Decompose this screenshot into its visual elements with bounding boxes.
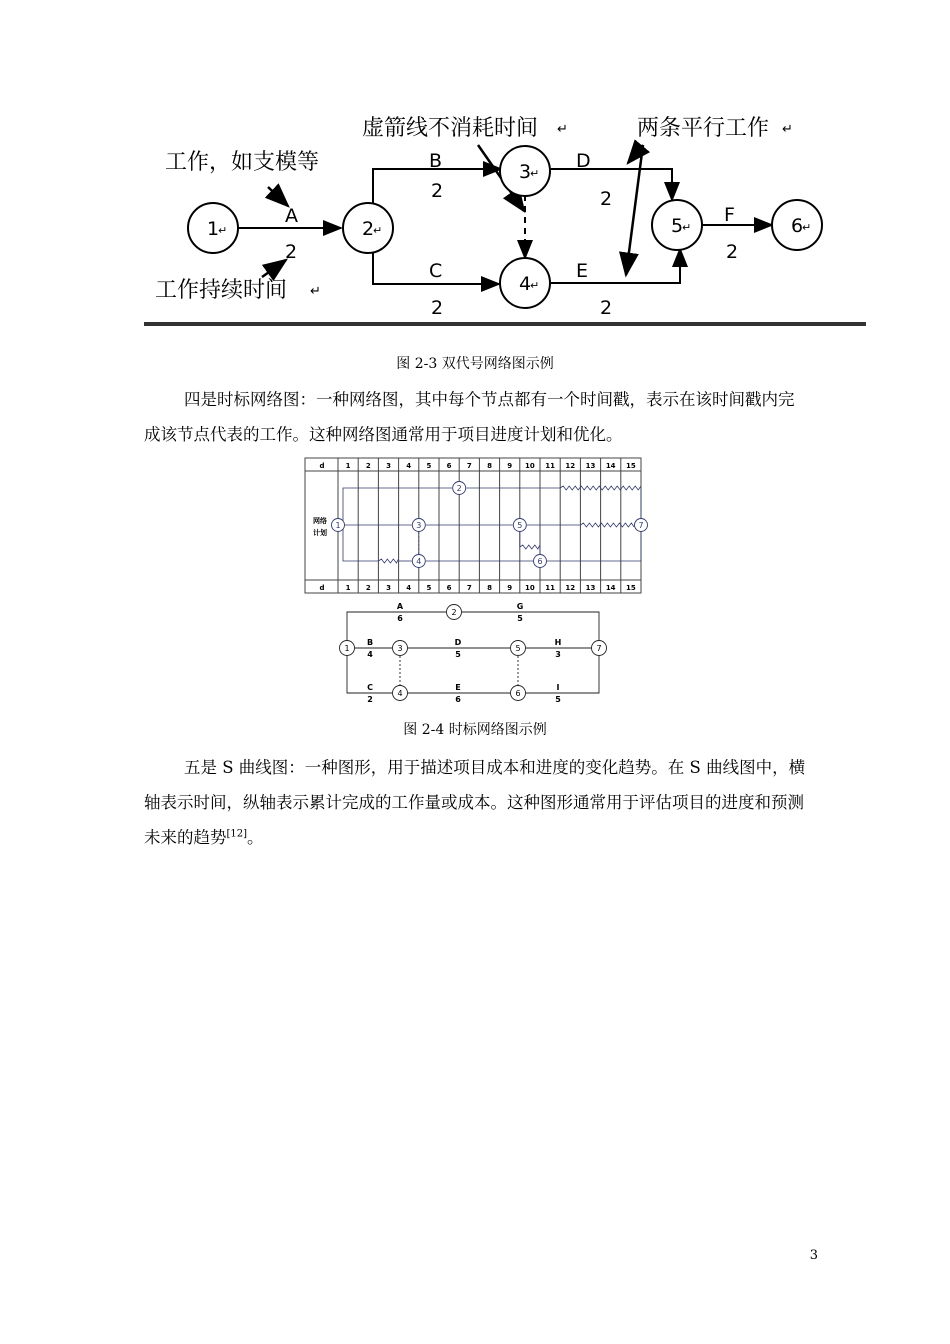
return-mark: ↵ [218, 224, 228, 237]
return-mark: ↵ [373, 224, 383, 237]
callout-arrow [262, 260, 286, 277]
free-float-wave [378, 559, 398, 563]
activity-duration: 5 [555, 695, 561, 702]
ts-node-label: 4 [416, 557, 422, 566]
activity-duration: 2 [600, 188, 613, 210]
grid-header-cell: 15 [626, 584, 636, 592]
activity-label: I [556, 683, 560, 692]
activity-duration: 4 [367, 650, 373, 659]
activity-label: D [454, 638, 462, 647]
activity-label: C [429, 260, 443, 282]
ts-node-label: 1 [335, 521, 341, 530]
return-mark: ↵ [310, 284, 321, 299]
activity-duration: 6 [397, 614, 403, 623]
figure-caption-2-3: 图 2-3 双代号网络图示例 [396, 356, 554, 372]
node-label: 3 [397, 644, 403, 653]
grid-header-cell: 7 [466, 584, 472, 592]
grid-header-cell: 15 [626, 462, 636, 470]
double-code-network-diagram [140, 105, 870, 330]
free-float-wave [580, 523, 634, 527]
callout-dummy-arrow: 虚箭线不消耗时间 [362, 116, 539, 141]
callout-arrow [626, 145, 643, 275]
grid-header-cell: 8 [487, 584, 492, 592]
node-label: 6 [791, 215, 804, 237]
grid-header-cell: 9 [507, 462, 513, 470]
grid-header-cell: 3 [386, 584, 391, 592]
node-label: 5 [671, 215, 684, 237]
grid-header-cell: 14 [605, 584, 616, 592]
grid-header-cell: d [319, 584, 325, 592]
return-mark: ↵ [557, 122, 568, 137]
return-mark: ↵ [682, 221, 692, 234]
grid-header-cell: 4 [406, 462, 412, 470]
ts-node-label: 3 [416, 521, 422, 530]
time-scaled-network-diagram [300, 452, 650, 702]
activity-label: E [455, 683, 461, 692]
activity-label: D [576, 150, 591, 172]
return-mark: ↵ [530, 279, 540, 292]
node-label: 1 [207, 218, 220, 240]
grid-header-cell: 7 [466, 462, 472, 470]
activity-duration: 6 [455, 695, 461, 702]
activity-duration: 5 [455, 650, 461, 659]
grid-header-cell: 10 [525, 584, 535, 592]
activity-duration: 2 [726, 241, 739, 263]
figure-caption-2-4: 图 2-4 时标网络图示例 [403, 722, 547, 738]
activity-label: B [366, 638, 374, 647]
node-label: 3 [519, 161, 532, 183]
ts-node-label: 6 [537, 557, 543, 566]
activity-arrow-g [462, 612, 599, 640]
citation-ref: [12] [226, 828, 248, 840]
callout-duration: 工作持续时间 [155, 278, 288, 303]
activity-label: E [576, 260, 589, 282]
grid-header-cell: 11 [545, 462, 555, 470]
paragraph-s-curve: 五是 S 曲线图：一种图形，用于描述项目成本和进度的变化趋势。在 S 曲线图中，横轴表示时间，纵轴表示累计完成的工作量或成本。这种图形通常用于评估项目的进度和预测未来的趋势[12]。 [144, 758, 806, 847]
ts-node-label: 5 [517, 521, 523, 530]
node-label: 6 [515, 689, 521, 698]
activity-duration: 2 [285, 241, 298, 263]
grid-header-cell: 1 [345, 462, 351, 470]
paragraph-time-scaled-network: 四是时标网络图：一种网络图，其中每个节点都有一个时间戳，表示在该时间戳内完成该节点代表的工作。这种网络图通常用于项目进度计划和优化。 [144, 390, 795, 444]
activity-duration: 3 [555, 650, 561, 659]
grid-header-cell: 10 [525, 462, 535, 470]
grid-header-cell: 12 [565, 584, 576, 592]
node-label: 4 [397, 689, 403, 698]
activity-label: F [724, 204, 735, 226]
row-label: 网络 [313, 517, 327, 525]
grid-header-cell: 2 [365, 462, 371, 470]
ts-activity-arrow [343, 488, 452, 525]
free-float-wave [520, 545, 540, 549]
return-mark: ↵ [530, 167, 540, 180]
activity-label: G [516, 602, 524, 611]
return-mark: ↵ [782, 122, 793, 137]
node-label: 2 [451, 608, 457, 617]
activity-label: A [396, 602, 404, 611]
node-label: 7 [596, 644, 602, 653]
return-mark: ↵ [802, 221, 812, 234]
figure-bottom-rule [144, 322, 866, 326]
activity-duration: 5 [517, 614, 523, 623]
activity-duration: 2 [431, 180, 444, 202]
node-label: 5 [515, 644, 521, 653]
grid-header-cell: 5 [426, 584, 432, 592]
grid-header-cell: 1 [345, 584, 351, 592]
grid-header-cell: 14 [605, 462, 616, 470]
activity-arrow-e [551, 249, 680, 283]
grid-header-cell: 12 [565, 462, 576, 470]
activity-label: C [367, 683, 373, 692]
page-number: 3 [809, 1248, 818, 1263]
grid-header-cell: 5 [426, 462, 432, 470]
grid-header-cell: 4 [406, 584, 412, 592]
node-label: 4 [519, 273, 532, 295]
activity-label: B [429, 150, 443, 172]
grid-header-cell: 6 [446, 462, 452, 470]
grid-header-cell: 6 [446, 584, 452, 592]
node-label: 2 [362, 218, 375, 240]
grid-header-cell: d [319, 462, 325, 470]
node-label: 1 [344, 644, 350, 653]
activity-arrow-i [526, 656, 599, 693]
callout-work-example: 工作，如支模等 [165, 150, 320, 175]
grid-border [305, 458, 644, 593]
callout-parallel-work: 两条平行工作 [637, 116, 770, 141]
activity-label: H [554, 638, 562, 647]
callout-arrow [268, 187, 288, 206]
activity-label: A [285, 205, 298, 227]
grid-header-cell: 13 [585, 462, 596, 470]
grid-header-cell: 13 [585, 584, 596, 592]
grid-header-cell: 8 [487, 462, 492, 470]
row-label: 计划 [313, 529, 327, 537]
activity-duration: 2 [600, 297, 613, 319]
grid-header-cell: 2 [365, 584, 371, 592]
ts-node-label: 7 [638, 521, 644, 530]
grid-header-cell: 9 [507, 584, 513, 592]
grid-header-cell: 11 [545, 584, 555, 592]
ts-activity-arrow [343, 525, 378, 561]
ts-node-label: 2 [456, 484, 462, 493]
grid-header-cell: 3 [386, 462, 391, 470]
network-plan [340, 602, 607, 702]
activity-duration: 2 [367, 695, 373, 702]
time-grid [305, 458, 644, 593]
activity-duration: 2 [431, 297, 444, 319]
